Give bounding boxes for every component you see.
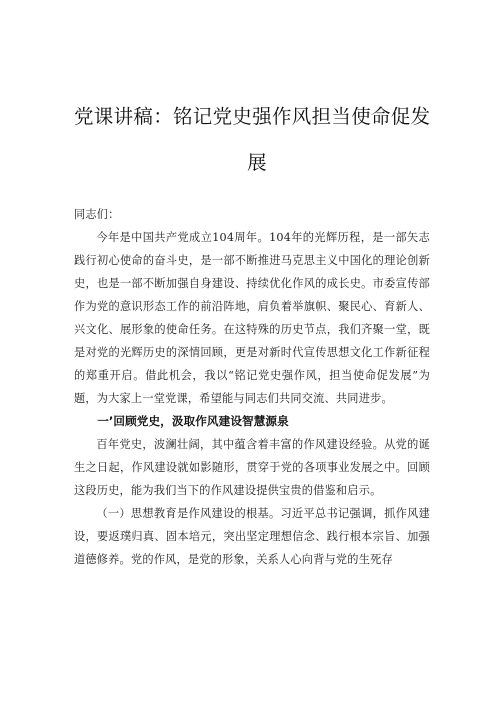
document-body (74, 203, 430, 571)
title-line-1: 党课讲稿：铭记党史强作风担当使命促发 (74, 105, 431, 128)
paragraph-intro: 今年是中国共产党成立104周年。104年的光辉历程，是一部矢志践行初心使命的奋斗史，是一部不断推进马克思主义中国化的理论创新史，也是一部不断加强自身建设、持续优化作风的成长史。市委宣传部作为党的意识形态工作的前沿阵地，肩负着举旗帜、聚民心、育新人、兴文化、展形象的使命任务。在这特殊的历史节点，我们齐聚一堂，既是对党的光辉历史的深情回顾，更是对新时代宣传思想文化工作新征程的郑重开启。借此机会，我以“铭记党史强作风，担当使命促发展”为题，为大家上一堂党课，希望能与同志们共同交流、共同进步。 (74, 231, 430, 405)
paragraph-ideology: （一）思想教育是作风建设的根基。习近平总书记强调，抓作风建设，要返璞归真、固本培元，突出坚定理想信念、践行根本宗旨、加强道德修养。党的作风，是党的形象，关系人心向背与党的生死存 (74, 507, 430, 566)
salutation: 同志们： (74, 208, 120, 221)
title-line-2: 展 (247, 151, 267, 174)
document-title (74, 94, 434, 186)
section-heading-1: 一’回顾党史，汲取作风建设智慧源泉 (97, 414, 289, 428)
paragraph-history: 百年党史，波澜壮阔，其中蕴含着丰富的作风建设经验。从党的诞生之日起，作风建设就如影随形，贯穿于党的各项事业发展之中。回顾这段历史，能为我们当下的作风建设提供宝贵的借鉴和启示。 (74, 438, 430, 497)
